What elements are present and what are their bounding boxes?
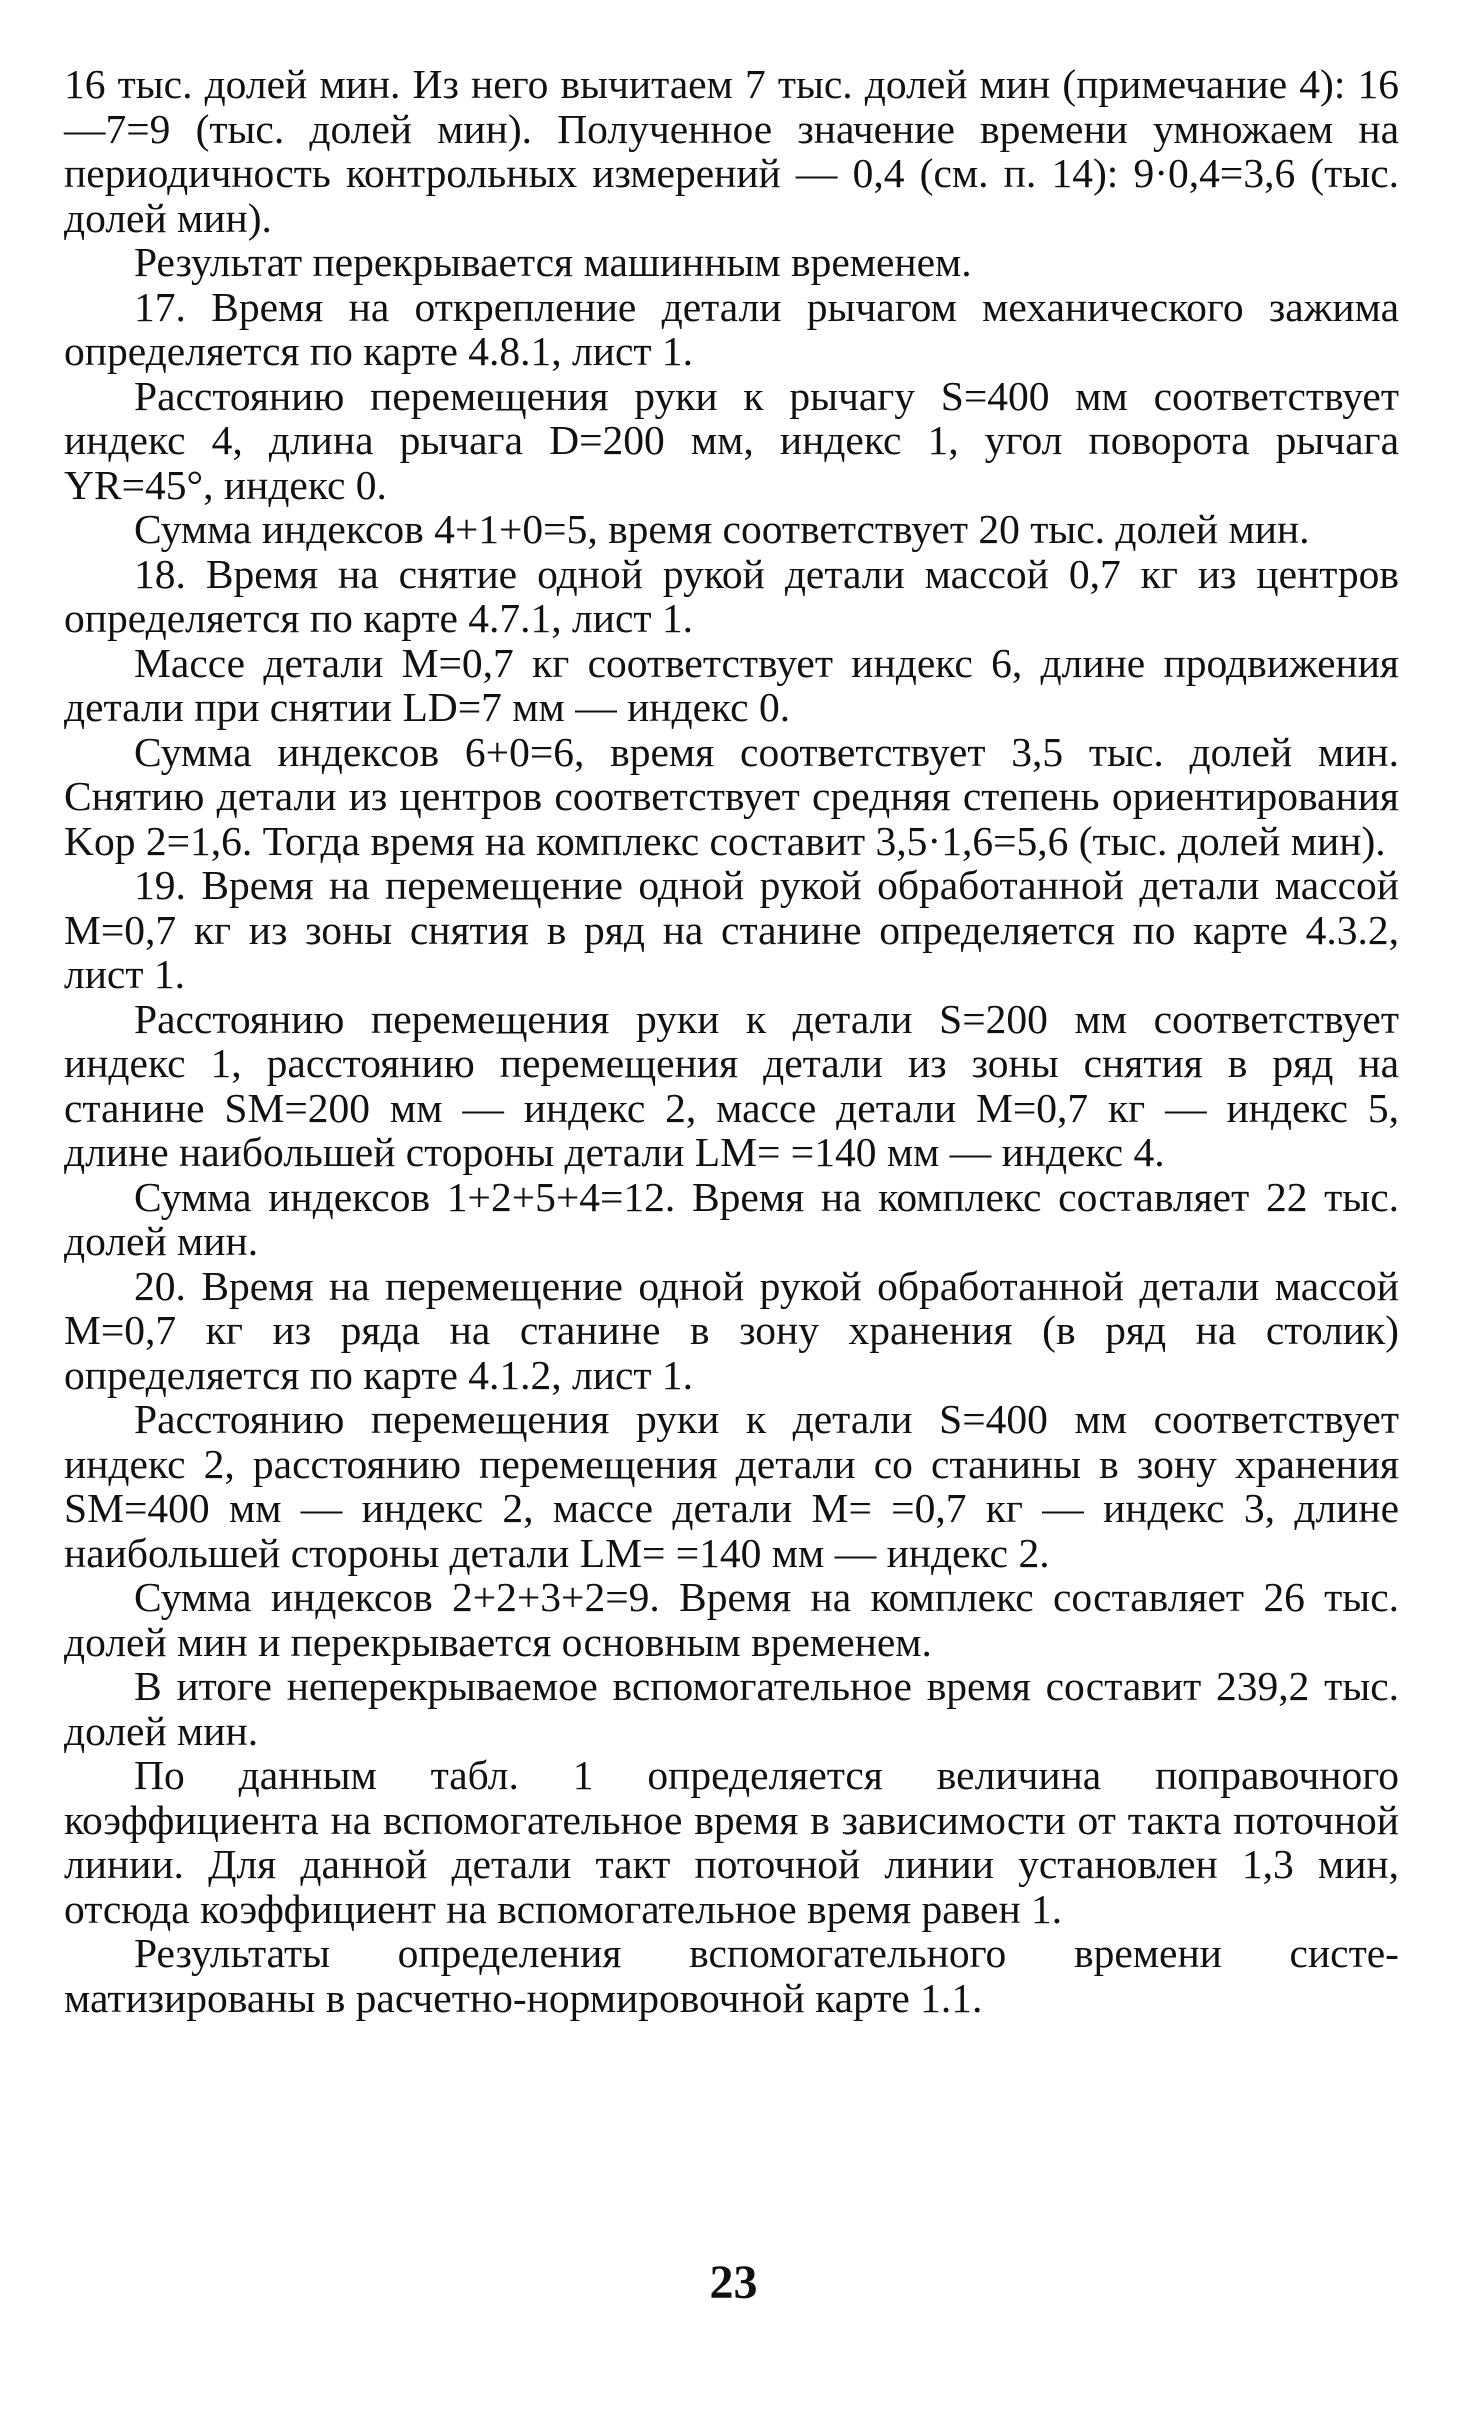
paragraph-9: 19. Время на перемещение одной рукой обработанной детали массой M=0,7 кг из зоны снятия в ряд на станине определяется по карте 4.3.2, лист 1.	[64, 862, 1399, 997]
page-number: 23	[709, 2256, 758, 2309]
paragraph-11: Сумма индексов 1+2+5+4=12. Время на комплекс составляет 22 тыс. долей мин.	[64, 1173, 1399, 1264]
paragraph-1: 16 тыс. долей мин. Из него вычитаем 7 тыс. долей мин (примечание 4): 16—7=9 (тыс. долей мин). Полученное значение времени умножаем на периодичность контрольных измерений — 0,4 (см. п. 14): 9·0,4=3,6 (тыс. долей мин).	[64, 61, 1399, 241]
paragraph-17: Результаты определения вспомогательного времени систематизированы в расчетно-нормировочной карте 1.1.	[64, 1930, 1399, 2021]
paragraph-14: Сумма индексов 2+2+3+2=9. Время на комплекс составляет 26 тыс. долей мин и перекрывается основным временем.	[64, 1574, 1399, 1665]
paragraph-7: Массе детали M=0,7 кг соответствует индекс 6, длине продвижения детали при снятии LD=7 мм — индекс 0.	[64, 639, 1399, 730]
paragraph-3: 17. Время на открепление детали рычагом механического зажима определяется по карте 4.8.1, лист 1.	[64, 283, 1399, 374]
paragraph-5: Сумма индексов 4+1+0=5, время соответствует 20 тыс. долей мин.	[134, 506, 1310, 552]
paragraph-10: Расстоянию перемещения руки к детали S=200 мм соответствует индекс 1, расстоянию перемещения детали из зоны снятия в ряд на станине SM=200 мм — индекс 2, массе детали M=0,7 кг — индекс 5, длине наибольшей стороны детали LM= =140 мм — индекс 4.	[64, 995, 1399, 1175]
paragraph-2: Результат перекрывается машинным временем.	[134, 239, 972, 285]
page-text	[64, 62, 1399, 2020]
paragraph-13: Расстоянию перемещения руки к детали S=400 мм соответствует индекс 2, расстоянию перемещения детали со станины в зону хранения SM=400 мм — индекс 2, массе детали M= =0,7 кг — индекс 3, длине наибольшей стороны детали LM= =140 мм — индекс 2.	[64, 1396, 1399, 1576]
paragraph-16: По данным табл. 1 определяется величина поправочного коэффициента на вспомогательное время в зависимости от такта поточной линии. Для данной детали такт поточной линии установлен 1,3 мин, отсюда коэффициент на вспомогательное время равен 1.	[64, 1752, 1399, 1932]
paragraph-15: В итоге неперекрываемое вспомогательное время составит 239,2 тыс. долей мин.	[64, 1663, 1399, 1754]
paragraph-4: Расстоянию перемещения руки к рычагу S=400 мм соответствует индекс 4, длина рычага D=200 мм, индекс 1, угол поворота рычага YR=45°, индекс 0.	[64, 372, 1399, 508]
paragraph-6: 18. Время на снятие одной рукой детали массой 0,7 кг из центров определяется по карте 4.7.1, лист 1.	[64, 550, 1399, 641]
paragraph-8: Сумма индексов 6+0=6, время соответствует 3,5 тыс. долей мин. Снятию детали из центров соответствует средняя степень ориентирования Kор 2=1,6. Тогда время на комплекс составит 3,5·1,6=5,6 (тыс. долей мин).	[64, 728, 1399, 864]
paragraph-12: 20. Время на перемещение одной рукой обработанной детали массой M=0,7 кг из ряда на станине в зону хранения (в ряд на столик) определяется по карте 4.1.2, лист 1.	[64, 1262, 1399, 1398]
